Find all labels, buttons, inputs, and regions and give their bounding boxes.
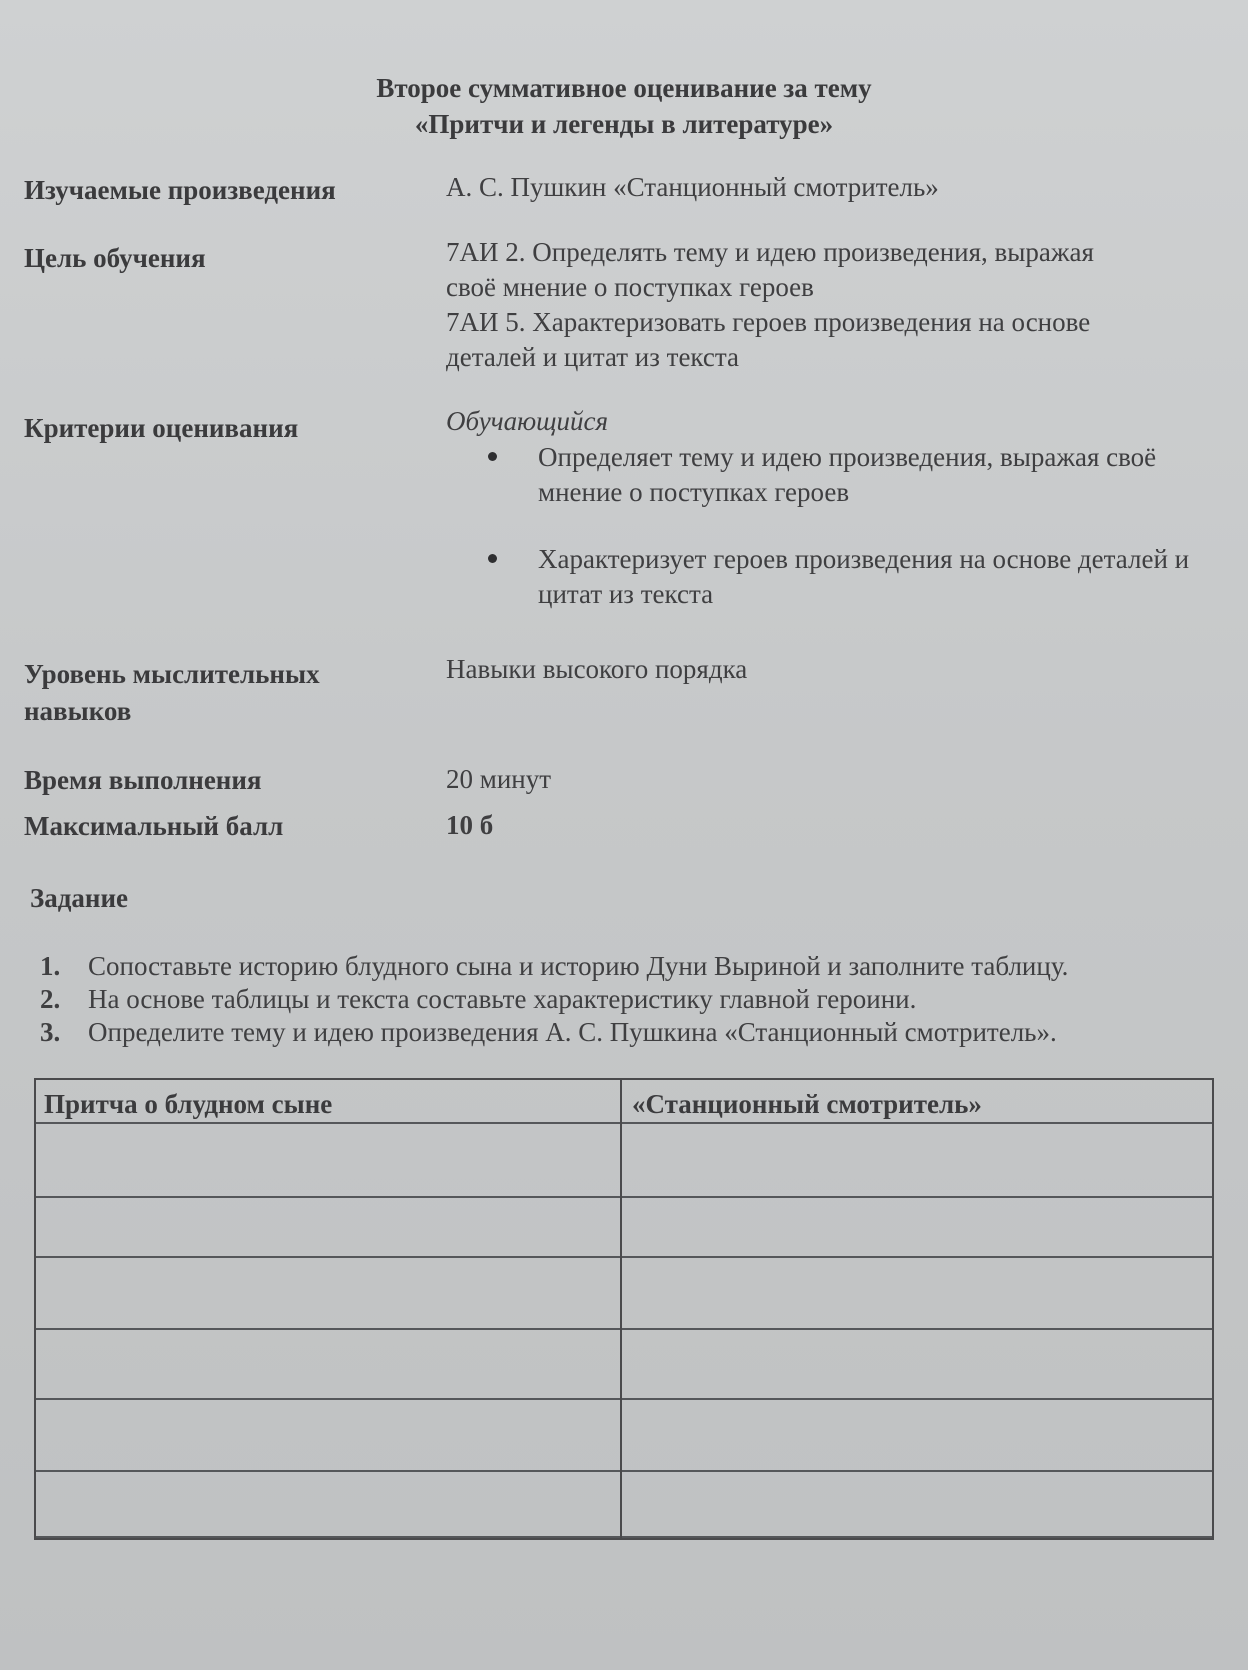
task-item-number: 3. xyxy=(40,1017,61,1047)
goal-line-1: 7АИ 2. Определять тему и идею произведения, выражая xyxy=(446,237,1094,267)
goal-line-4: деталей и цитат из текста xyxy=(446,342,739,372)
task-item-number: 2. xyxy=(40,984,61,1014)
table-header-col2: «Станционный смотритель» xyxy=(632,1089,982,1119)
goal-line-3: 7АИ 5. Характеризовать героев произведения на основе xyxy=(446,307,1091,337)
level-label-line-1: Уровень мыслительных xyxy=(24,659,320,689)
task-item xyxy=(40,983,1220,1016)
table-row[interactable] xyxy=(36,1400,1212,1472)
title-line-2: «Притчи и легенды в литературе» xyxy=(414,109,834,139)
document-title xyxy=(0,70,1248,142)
time-label: Время выполнения xyxy=(24,765,262,795)
task-item-text: Определите тему и идею произведения А. С. Пушкина «Станционный смотритель». xyxy=(88,1017,1057,1047)
criteria-item-text: Характеризует героев произведения на основе деталей и цитат из текста xyxy=(538,544,1190,609)
level-label xyxy=(24,656,320,730)
level-value: Навыки высокого порядка xyxy=(446,654,748,684)
task-item-number: 1. xyxy=(40,951,61,981)
task-item-text: На основе таблицы и текста составьте характеристику главной героини. xyxy=(88,984,917,1014)
table-column-divider xyxy=(620,1080,622,1538)
title-line-1: Второе суммативное оценивание за тему xyxy=(376,73,872,103)
task-item-text: Сопоставьте историю блудного сына и историю Дуни Выриной и заполните таблицу. xyxy=(88,951,1069,981)
table-row[interactable] xyxy=(36,1330,1212,1400)
goal-line-2: своё мнение о поступках героев xyxy=(446,272,814,302)
table-row[interactable] xyxy=(36,1472,1212,1538)
task-heading: Задание xyxy=(30,883,129,913)
task-item xyxy=(40,1016,1220,1049)
criteria-item xyxy=(488,542,1208,612)
goal-label: Цель обучения xyxy=(24,243,206,273)
criteria-item xyxy=(488,440,1208,510)
criteria-list xyxy=(488,440,1208,644)
goal-value xyxy=(446,235,1198,375)
table-header-col1: Притча о блудном сыне xyxy=(44,1089,333,1119)
max-score-label: Максимальный балл xyxy=(24,811,284,841)
time-value: 20 минут xyxy=(446,764,552,794)
bullet-icon xyxy=(488,554,497,563)
max-score-value: 10 б xyxy=(446,810,494,840)
criteria-intro: Обучающийся xyxy=(446,406,609,436)
comparison-table xyxy=(34,1078,1214,1540)
table-row[interactable] xyxy=(36,1258,1212,1330)
bullet-icon xyxy=(488,452,497,461)
level-label-line-2: навыков xyxy=(24,696,132,726)
works-value: А. С. Пушкин «Станционный смотритель» xyxy=(446,172,939,202)
task-list xyxy=(40,950,1220,1049)
criteria-item-text: Определяет тему и идею произведения, выражая своё мнение о поступках героев xyxy=(538,442,1157,507)
table-row[interactable] xyxy=(36,1198,1212,1258)
works-label: Изучаемые произведения xyxy=(24,175,336,205)
table-row[interactable] xyxy=(36,1124,1212,1198)
task-item xyxy=(40,950,1220,983)
criteria-label: Критерии оценивания xyxy=(24,413,299,443)
